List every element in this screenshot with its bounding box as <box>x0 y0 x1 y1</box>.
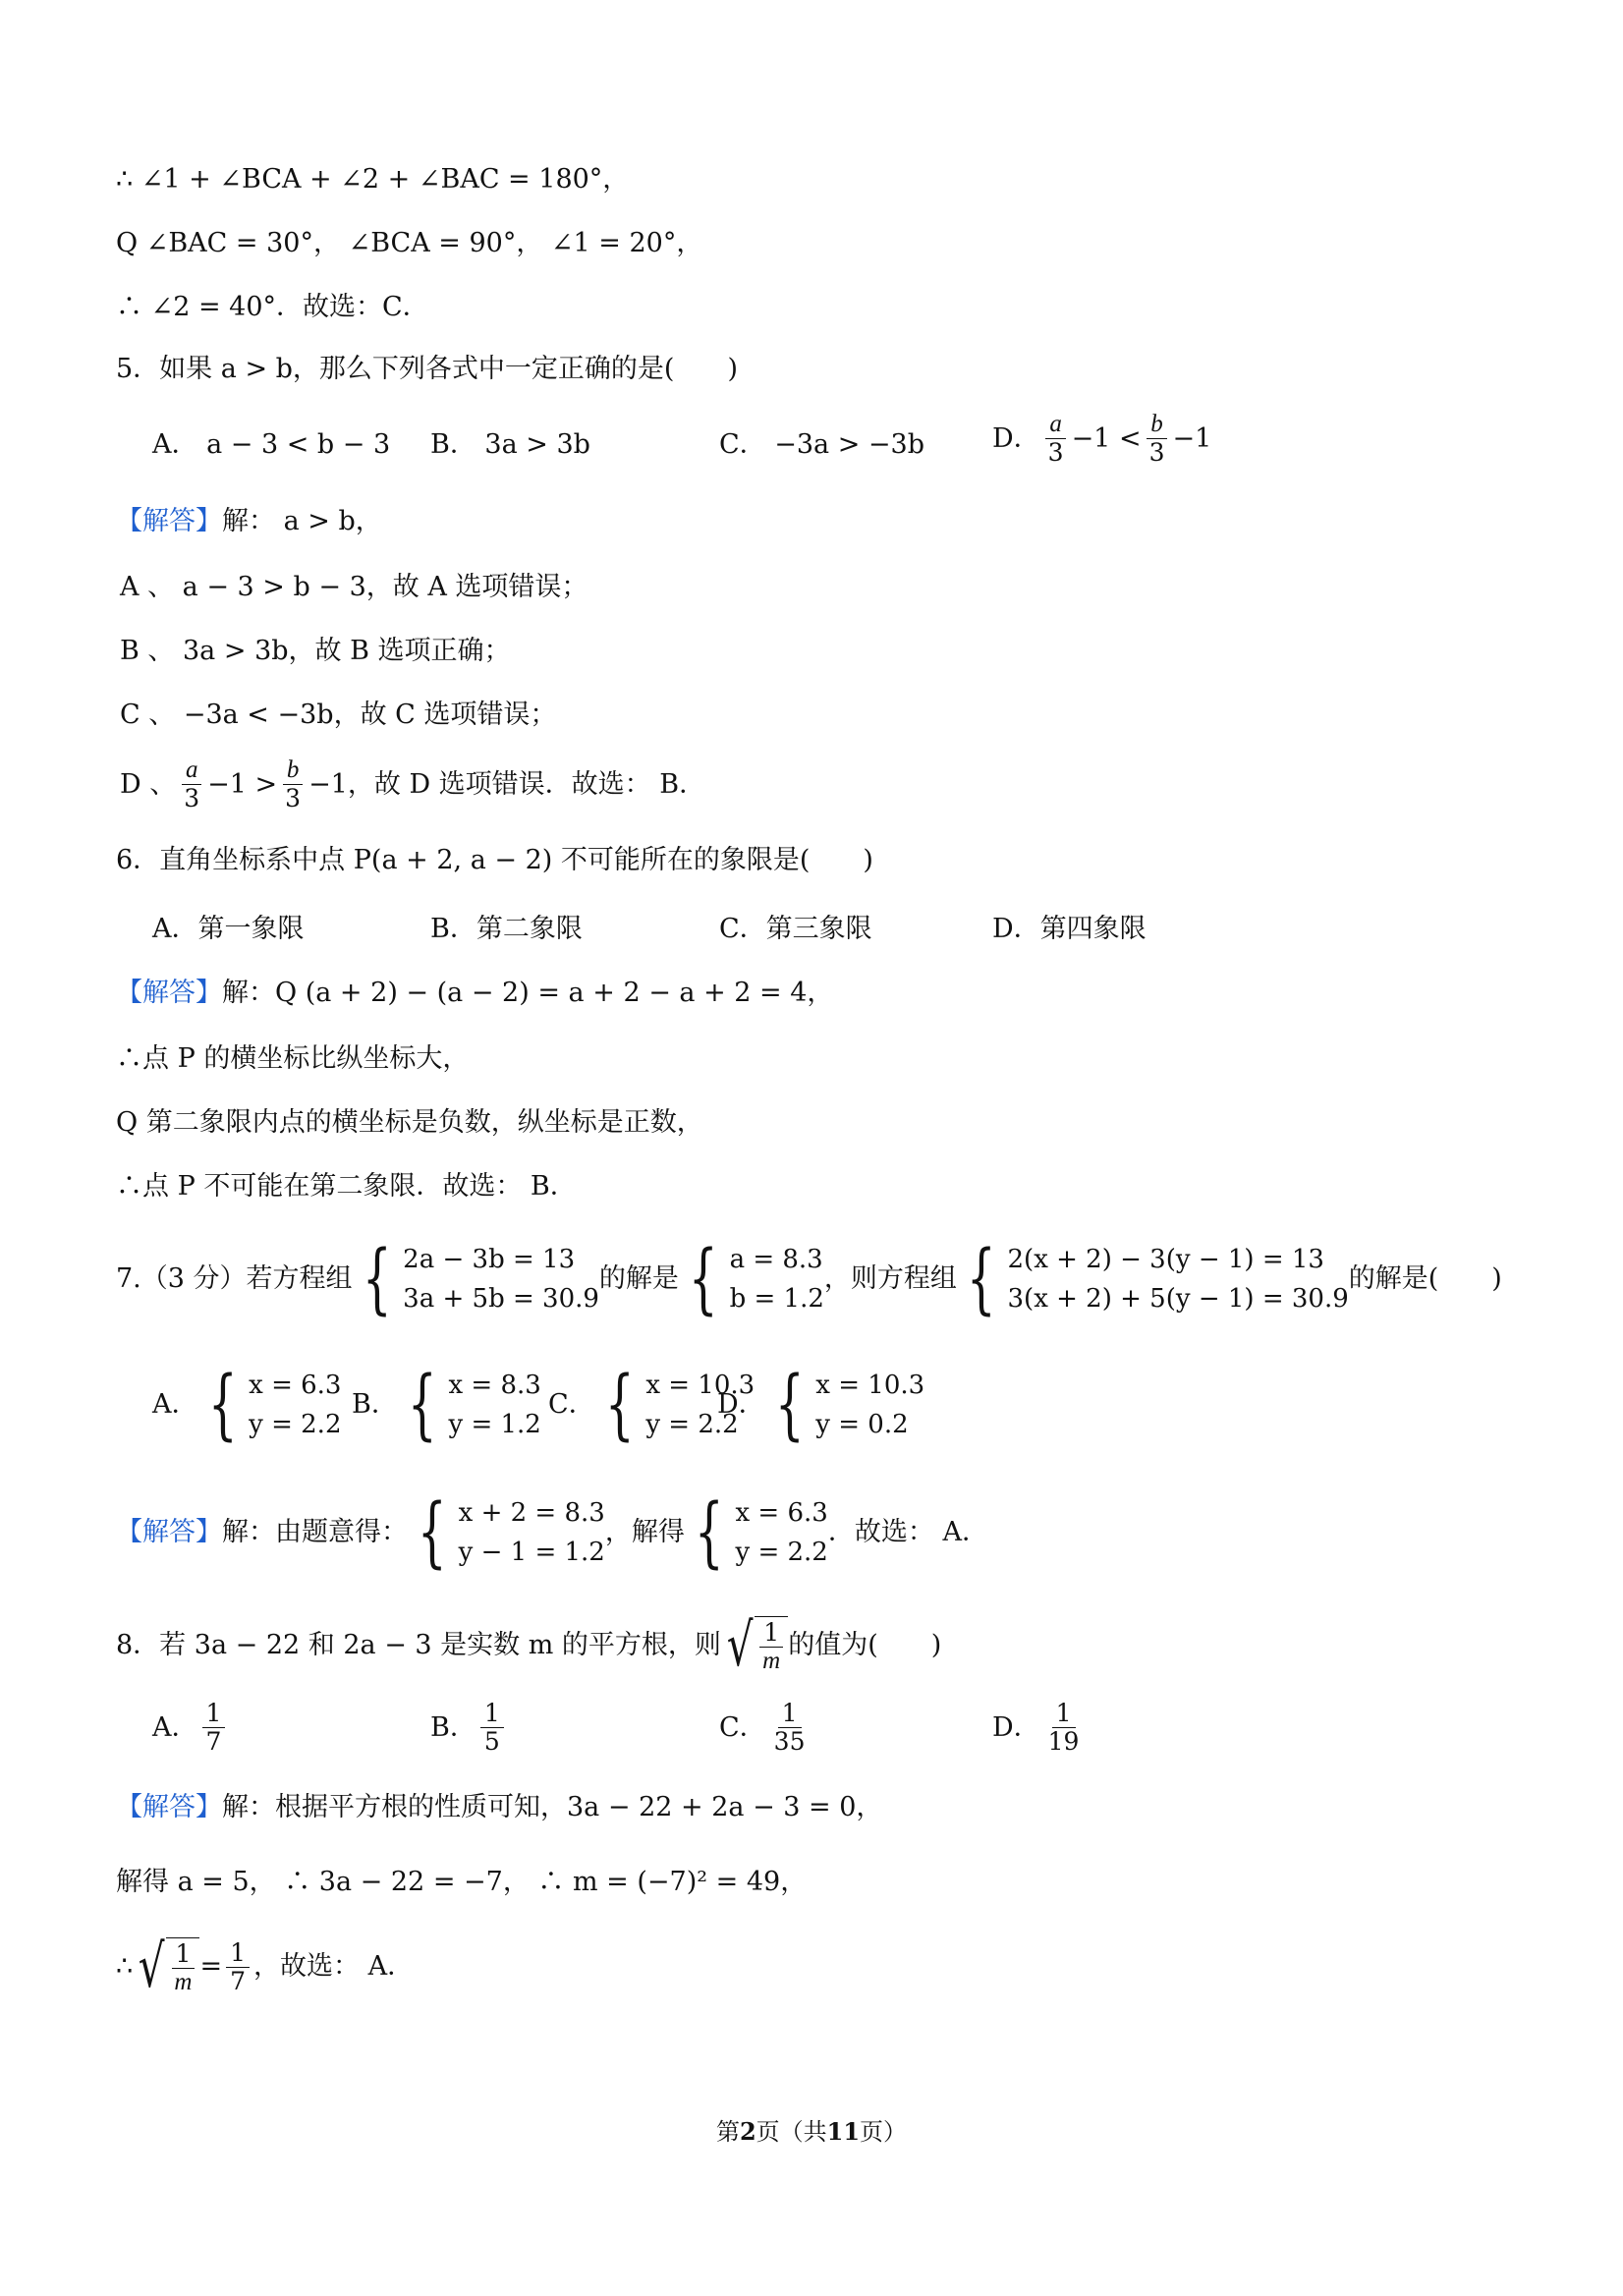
numerator: 1 <box>1052 1700 1076 1728</box>
brace-icon: { <box>966 1235 996 1323</box>
solution-text: 解：Q (a + 2) − (a − 2) = a + 2 − a + 2 = 4， <box>222 978 834 1008</box>
fraction <box>480 1700 504 1756</box>
fraction <box>281 756 305 812</box>
option-label: B． <box>352 1389 398 1420</box>
denominator: 3 <box>1148 438 1165 467</box>
denominator: 7 <box>205 1727 222 1756</box>
option-label: D． <box>992 422 1040 454</box>
page-footer <box>0 2112 1623 2147</box>
q5-option-d <box>992 411 1211 467</box>
q8-option-a <box>152 1700 229 1756</box>
solution-text: −1，故 D 选项错误．故选： B． <box>308 768 706 800</box>
denominator: 3 <box>285 784 302 812</box>
fraction <box>202 1700 226 1756</box>
radical-icon: √ <box>138 1932 165 2001</box>
fraction <box>1044 1700 1084 1756</box>
equation-row: y = 0.2 <box>815 1410 909 1439</box>
q5-solution-line: A 、 a − 3 > b − 3，故 A 选项错误； <box>120 572 588 602</box>
equation-row: y = 1.2 <box>448 1410 541 1439</box>
q6-solution-line: Q 第二象限内点的横坐标是负数，纵坐标是正数， <box>116 1107 703 1138</box>
equation-row: x = 10.3 <box>645 1371 756 1400</box>
footer-text: 页） <box>860 2118 908 2146</box>
total-pages: 11 <box>826 2117 861 2146</box>
q6-option-a: A．第一象限 <box>152 914 305 944</box>
stem-text: 7.（3 分）若方程组 <box>116 1263 353 1294</box>
q6-solution-line: ∴点 P 不可能在第二象限．故选： B． <box>116 1171 577 1202</box>
footer-text: 页（共 <box>756 2118 827 2146</box>
numerator: a <box>1045 411 1066 439</box>
q6-option-d: D．第四象限 <box>992 914 1147 944</box>
brace-icon: { <box>774 1361 805 1449</box>
q8-option-b <box>430 1700 508 1756</box>
stem-text: 的值为( ) <box>788 1630 942 1660</box>
denominator: 3 <box>1047 438 1064 467</box>
text-line: ∴ ∠2 = 40°．故选：C． <box>116 292 429 322</box>
question-5-stem: 5．如果 a > b，那么下列各式中一定正确的是( ) <box>116 354 738 384</box>
q6-option-c: C．第三象限 <box>719 914 872 944</box>
equation-row: 3a + 5b = 30.9 <box>403 1284 599 1314</box>
numerator: 1 <box>202 1700 226 1728</box>
fraction <box>1146 411 1169 467</box>
equation-row: y = 2.2 <box>249 1410 342 1439</box>
answer-tag: 【解答】 <box>116 978 222 1008</box>
numerator: 1 <box>226 1939 250 1968</box>
question-6-stem: 6．直角坐标系中点 P(a + 2, a − 2) 不可能所在的象限是( ) <box>116 845 873 875</box>
q8-solution-line <box>116 1790 882 1825</box>
equation-row: 2a − 3b = 13 <box>403 1245 576 1274</box>
fraction <box>758 1619 784 1675</box>
stem-text: 的解是 <box>598 1263 679 1294</box>
numerator: 1 <box>480 1700 504 1728</box>
solution-text: −1 > <box>207 768 278 800</box>
fraction <box>770 1700 810 1756</box>
solution-text: ，故选： A． <box>253 1951 415 1982</box>
footer-text: 第 <box>715 2118 740 2146</box>
q8-option-d <box>992 1700 1087 1756</box>
equation-system <box>398 1361 541 1449</box>
option-label: C． <box>719 1711 766 1743</box>
q5-solution-line <box>120 756 705 812</box>
solution-text: D 、 <box>120 768 177 800</box>
option-label: D． <box>717 1389 765 1420</box>
solution-text: ，解得 <box>604 1517 685 1547</box>
numerator: a <box>182 756 202 785</box>
numerator: 1 <box>778 1700 802 1728</box>
q7-option-d <box>717 1361 925 1449</box>
question-8-stem <box>116 1611 942 1680</box>
numerator: 1 <box>759 1619 783 1648</box>
equation-row: y = 2.2 <box>645 1410 739 1439</box>
brace-icon: { <box>417 1488 447 1577</box>
equation-system <box>198 1361 342 1449</box>
q6-solution-line: ∴点 P 的横坐标比纵坐标大， <box>116 1043 470 1074</box>
q8-solution-line: 解得 a = 5， ∴ 3a − 22 = −7， ∴ m = (−7)² = 49， <box>116 1867 808 1897</box>
q5-solution-line <box>116 504 382 539</box>
numerator: b <box>1147 411 1167 439</box>
expression: −1 <box>1172 422 1212 454</box>
stem-text: 8．若 3a − 22 和 2a − 3 是实数 m 的平方根，则 <box>116 1630 721 1660</box>
q5-solution-line: B 、 3a > 3b，故 B 选项正确； <box>120 636 511 666</box>
brace-icon: { <box>694 1488 724 1577</box>
text-line: ∴ ∠1 + ∠BCA + ∠2 + ∠BAC = 180°， <box>116 164 630 195</box>
equation-system <box>353 1235 599 1323</box>
numerator: b <box>283 756 304 785</box>
q5-option-b: B． 3a > 3b <box>430 429 590 460</box>
equation-row: y = 2.2 <box>735 1538 828 1567</box>
answer-tag: 【解答】 <box>116 1792 222 1822</box>
option-label: B． <box>430 1711 476 1743</box>
denominator: 7 <box>230 1966 247 1995</box>
option-label: A． <box>152 1389 198 1420</box>
fraction <box>180 756 203 812</box>
equation-row: 3(x + 2) + 5(y − 1) = 30.9 <box>1007 1284 1349 1314</box>
q6-solution-line <box>116 976 833 1011</box>
sqrt-expression <box>133 1932 199 2001</box>
solution-text: ．故选： A． <box>827 1517 988 1547</box>
stem-text: ，则方程组 <box>823 1263 957 1294</box>
equation-row: b = 1.2 <box>729 1284 824 1314</box>
solution-text: 解：由题意得： <box>222 1517 408 1547</box>
solution-text: 解：根据平方根的性质可知，3a − 22 + 2a − 3 = 0， <box>222 1792 883 1822</box>
answer-tag: 【解答】 <box>116 1517 222 1547</box>
solution-text: 解： a > b， <box>222 506 382 536</box>
expression: −1 < <box>1071 422 1142 454</box>
equation-row: 2(x + 2) − 3(y − 1) = 13 <box>1007 1245 1324 1274</box>
q6-option-b: B．第二象限 <box>430 914 583 944</box>
brace-icon: { <box>407 1361 437 1449</box>
brace-icon: { <box>604 1361 635 1449</box>
brace-icon: { <box>207 1361 238 1449</box>
question-7-stem <box>116 1235 1502 1323</box>
q5-option-a: A． a − 3 < b − 3 <box>152 429 391 460</box>
equation-system <box>685 1488 828 1577</box>
q8-option-c <box>719 1700 812 1756</box>
sqrt-expression <box>721 1611 788 1680</box>
solution-text: ∴ <box>116 1951 134 1982</box>
q7-option-b <box>352 1361 541 1449</box>
option-label: A． <box>152 1711 198 1743</box>
denominator: m <box>762 1648 781 1674</box>
q7-option-a <box>152 1361 342 1449</box>
equation-system <box>765 1361 925 1449</box>
equation-row: x = 6.3 <box>249 1371 342 1400</box>
denominator: 5 <box>483 1727 500 1756</box>
fraction <box>1044 411 1068 467</box>
denominator: 3 <box>184 784 200 812</box>
equation-row: x = 8.3 <box>448 1371 541 1400</box>
option-label: D． <box>992 1711 1040 1743</box>
denominator: 19 <box>1047 1727 1080 1756</box>
equation-row: x + 2 = 8.3 <box>458 1498 605 1528</box>
q7-solution-line <box>116 1488 988 1577</box>
q8-solution-line <box>116 1932 415 2001</box>
equation-system <box>957 1235 1349 1323</box>
equation-system <box>408 1488 605 1577</box>
equation-system <box>679 1235 824 1323</box>
radical-icon: √ <box>726 1611 754 1680</box>
q5-option-c: C． −3a > −3b <box>719 429 925 460</box>
equation-row: y − 1 = 1.2 <box>458 1538 605 1567</box>
stem-text: 的解是( ) <box>1348 1263 1502 1294</box>
answer-tag: 【解答】 <box>116 506 222 536</box>
text-line: Q ∠BAC = 30°， ∠BCA = 90°， ∠1 = 20°， <box>116 228 703 258</box>
equation-row: a = 8.3 <box>729 1245 823 1274</box>
brace-icon: { <box>688 1235 718 1323</box>
solution-text: = <box>199 1951 223 1982</box>
numerator: 1 <box>172 1940 196 1969</box>
q5-solution-line: C 、 −3a < −3b，故 C 选项错误； <box>120 700 557 730</box>
option-label: C． <box>548 1389 595 1420</box>
denominator: m <box>174 1969 193 1995</box>
fraction <box>226 1939 250 1995</box>
equation-row: x = 6.3 <box>735 1498 828 1528</box>
fraction <box>170 1940 196 1996</box>
brace-icon: { <box>362 1235 392 1323</box>
page-number: 2 <box>739 2117 756 2146</box>
denominator: 35 <box>773 1727 806 1756</box>
equation-row: x = 10.3 <box>815 1371 925 1400</box>
